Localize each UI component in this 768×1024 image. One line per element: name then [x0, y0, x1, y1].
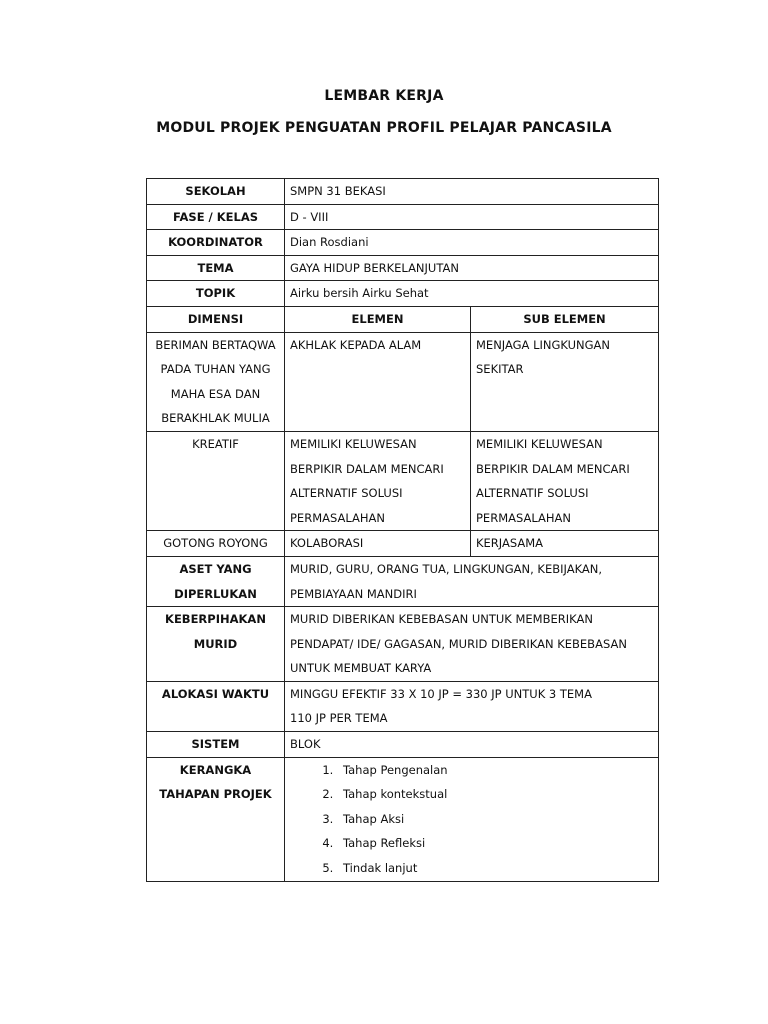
value-tema: GAYA HIDUP BERKELANJUTAN [285, 255, 659, 281]
step-item: 4. Tahap Refleksi [337, 831, 653, 856]
value-fase-kelas: D - VIII [285, 204, 659, 230]
label-alokasi-waktu: ALOKASI WAKTU [147, 681, 285, 731]
row-dimensi-header [147, 306, 659, 332]
label-topik: TOPIK [147, 281, 285, 307]
elemen-cell: AKHLAK KEPADA ALAM [285, 332, 471, 431]
step-item: 1. Tahap Pengenalan [337, 758, 653, 783]
row-dimensi-kreatif [147, 431, 659, 530]
step-item: 5. Tindak lanjut [337, 856, 653, 881]
row-tema [147, 255, 659, 281]
sub-elemen-cell: MENJAGA LINGKUNGAN SEKITAR [471, 332, 659, 431]
row-koordinator [147, 230, 659, 256]
dimensi-cell: KREATIF [147, 431, 285, 530]
header-sub-elemen: SUB ELEMEN [471, 306, 659, 332]
label-koordinator: KOORDINATOR [147, 230, 285, 256]
dimensi-cell: BERIMAN BERTAQWA PADA TUHAN YANG MAHA ESA DAN BERAKHLAK MULIA [147, 332, 285, 431]
sub-elemen-cell: KERJASAMA [471, 531, 659, 557]
label-tema: TEMA [147, 255, 285, 281]
value-sistem: BLOK [285, 732, 659, 758]
row-alokasi-waktu [147, 681, 659, 731]
document-subtitle: MODUL PROJEK PENGUATAN PROFIL PELAJAR PANCASILA [156, 120, 612, 136]
header-dimensi: DIMENSI [147, 306, 285, 332]
value-kerangka [285, 757, 659, 881]
value-aset: MURID, GURU, ORANG TUA, LINGKUNGAN, KEBIJAKAN, PEMBIAYAAN MANDIRI [285, 556, 659, 606]
step-item: 3. Tahap Aksi [337, 807, 653, 832]
row-aset [147, 556, 659, 606]
step-item: 2. Tahap kontekstual [337, 782, 653, 807]
dimensi-cell: GOTONG ROYONG [147, 531, 285, 557]
label-aset: ASET YANG DIPERLUKAN [147, 556, 285, 606]
label-fase-kelas: FASE / KELAS [147, 204, 285, 230]
value-sekolah: SMPN 31 BEKASI [285, 179, 659, 205]
row-kerangka [147, 757, 659, 881]
row-keberpihakan [147, 607, 659, 682]
row-dimensi-gotong-royong [147, 531, 659, 557]
row-topik [147, 281, 659, 307]
label-kerangka: KERANGKA TAHAPAN PROJEK [147, 757, 285, 881]
header-elemen: ELEMEN [285, 306, 471, 332]
elemen-cell: KOLABORASI [285, 531, 471, 557]
value-alokasi-waktu: MINGGU EFEKTIF 33 X 10 JP = 330 JP UNTUK 3 TEMA 110 JP PER TEMA [285, 681, 659, 731]
label-sistem: SISTEM [147, 732, 285, 758]
sub-elemen-cell: MEMILIKI KELUWESAN BERPIKIR DALAM MENCARI ALTERNATIF SOLUSI PERMASALAHAN [471, 431, 659, 530]
row-sekolah [147, 179, 659, 205]
row-dimensi-beriman [147, 332, 659, 431]
document-title: LEMBAR KERJA [324, 88, 444, 104]
value-koordinator: Dian Rosdiani [285, 230, 659, 256]
value-keberpihakan: MURID DIBERIKAN KEBEBASAN UNTUK MEMBERIKAN PENDAPAT/ IDE/ GAGASAN, MURID DIBERIKAN KEBEBASAN UNTUK MEMBUAT KARYA [285, 607, 659, 682]
label-keberpihakan: KEBERPIHAKAN MURID [147, 607, 285, 682]
row-sistem [147, 732, 659, 758]
label-sekolah: SEKOLAH [147, 179, 285, 205]
elemen-cell: MEMILIKI KELUWESAN BERPIKIR DALAM MENCARI ALTERNATIF SOLUSI PERMASALAHAN [285, 431, 471, 530]
steps-list [290, 758, 653, 881]
row-fase-kelas [147, 204, 659, 230]
module-table [146, 178, 659, 882]
value-topik: Airku bersih Airku Sehat [285, 281, 659, 307]
